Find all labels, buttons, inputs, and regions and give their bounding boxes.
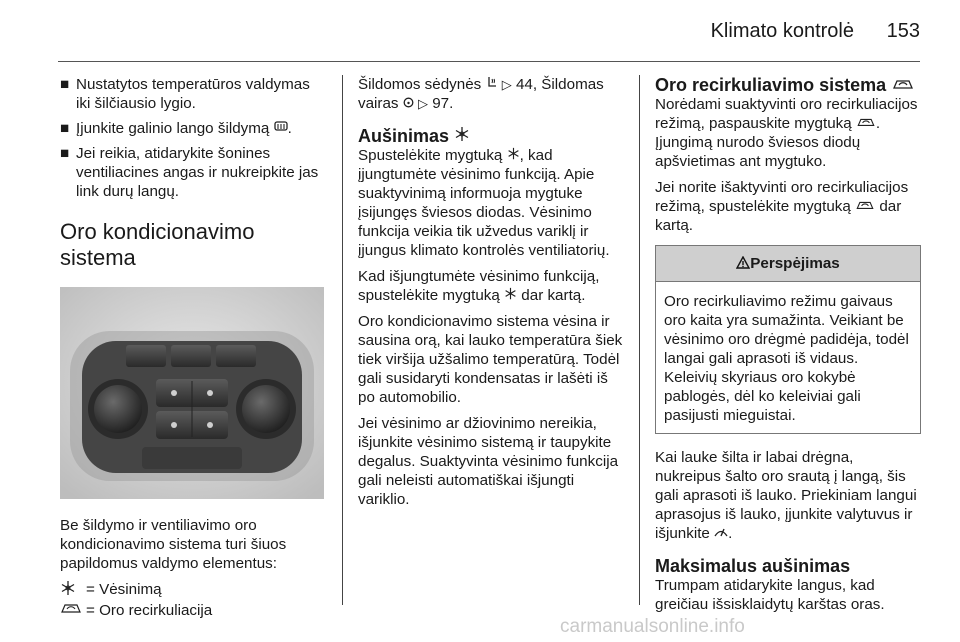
heated-seat-icon: [486, 76, 498, 89]
recirculation-icon: [856, 116, 876, 128]
recirculation-icon: [855, 199, 875, 211]
paragraph: Norėdami suaktyvinti oro recirkuliacijos režimą, paspauskite mygtuką . Įjungimą nurodo šviesos diodų apšvietimas ant mygtuko.: [655, 96, 918, 170]
paragraph: Oro kondicionavimo sistema vėsina ir sausina orą, kai lauko temperatūra šiek tiek viršija užšalimo temperatūrą. Todėl gali susidaryti kondensatas ir lašėti iš po automobilio.: [358, 313, 623, 406]
heated-steering-wheel-icon: [403, 97, 414, 108]
paragraph: Jei norite išaktyvinti oro recirkuliacijos režimą, spustelėkite mygtuką dar kartą.: [655, 179, 909, 234]
windshield-wiper-icon: [714, 526, 728, 538]
recirculation-icon: [60, 601, 86, 620]
section-max-cooling: [655, 556, 921, 614]
warning-icon: [736, 256, 750, 269]
legend-row: [60, 601, 324, 620]
paragraph: Jei vėsinimo ar džiovinimo nereikia, išjunkite vėsinimo sistemą ir taupykite degalus. Suaktyvinta vėsinimo funkcija gali neleisti automatiškai išjungti variklio.: [358, 415, 619, 508]
section-cooling: [358, 126, 624, 509]
section-heading: Maksimalus aušinimas: [655, 556, 851, 576]
warning-header: Perspėjimas: [656, 246, 920, 282]
snowflake-icon: [507, 147, 520, 160]
reference-arrow-icon: ▷: [417, 96, 428, 111]
reference-arrow-icon: ▷: [501, 77, 512, 92]
section-heading: Aušinimas: [358, 126, 624, 146]
paragraph: Šildomos sėdynės ▷ 44, Šildomas vairas ▷ 97.: [358, 76, 604, 112]
list-item: ■ Nustatytos temperatūros valdymas iki šilčiausio lygio.: [60, 76, 310, 112]
column-middle: [358, 75, 624, 516]
chapter-title: Klimato kontrolė: [710, 20, 854, 42]
snowflake-icon: [454, 126, 470, 142]
legend-text: = Oro recirkuliacija: [86, 602, 213, 619]
section-heading: Oro recirkuliavimo sistema: [655, 75, 921, 95]
watermark: carmanualsonline.info: [560, 616, 745, 637]
snowflake-icon: [504, 287, 517, 300]
warning-text: Oro recirkuliavimo režimu gaivaus oro kaita yra sumažinta. Veikiant be vėsinimo oro drėgmė padidėja, todėl langai gali aprasoti iš vidaus. Keleivių skyriaus oro kokybė pablogės, dėl ko keleiviai gali pasijusti mieguistai.: [664, 293, 909, 424]
list-item: ■ Įjunkite galinio lango šildymą .: [60, 120, 292, 137]
paragraph: Trumpam atidarykite langus, kad greičiau išsisklaidytų karštas oras.: [655, 577, 885, 613]
page-header: [0, 0, 960, 66]
column-divider: [342, 75, 343, 605]
climate-control-panel-photo: [60, 287, 324, 499]
paragraph: Kai lauke šilta ir labai drėgna, nukreipus šalto oro srautą į langą, šis gali aprasoti iš lauko. Priekiniam langui aprasojus iš lauko, įjunkite valytuvus ir išjunkite .: [655, 449, 917, 542]
list-item: ■ Jei reikia, atidarykite šonines ventiliacines angas ir nukreipkite jas link durų langų.: [60, 145, 319, 200]
section-heading: Oro kondicionavimo sistema: [60, 219, 255, 270]
column-divider: [639, 75, 640, 605]
legend-text: = Vėsinimą: [86, 581, 162, 598]
warning-box: [655, 245, 921, 434]
column-left: [60, 75, 324, 620]
paragraph: Be šildymo ir ventiliavimo oro kondicionavimo sistema turi šiuos papildomus valdymo elementus:: [60, 517, 287, 572]
paragraph: Kad išjungtumėte vėsinimo funkciją, spustelėkite mygtuką dar kartą.: [358, 268, 600, 304]
legend: [60, 580, 324, 620]
header-divider: [58, 61, 920, 62]
bullet-list: [60, 75, 324, 201]
recirculation-icon: [891, 77, 915, 91]
paragraph: Spustelėkite mygtuką , kad įjungtumėte vėsinimo funkciją. Apie suaktyvinimą informuoja mygtuke įsijungęs šviesos diodas. Vėsinimo funkcija veikia tik užvedus variklį ir įjungus klimato kontrolės ventiliatorių.: [358, 147, 610, 259]
column-right: [655, 75, 921, 621]
snowflake-icon: [60, 580, 86, 601]
legend-row: [60, 580, 324, 601]
rear-window-heating-icon: [274, 120, 288, 133]
page-number: 153: [886, 20, 920, 42]
